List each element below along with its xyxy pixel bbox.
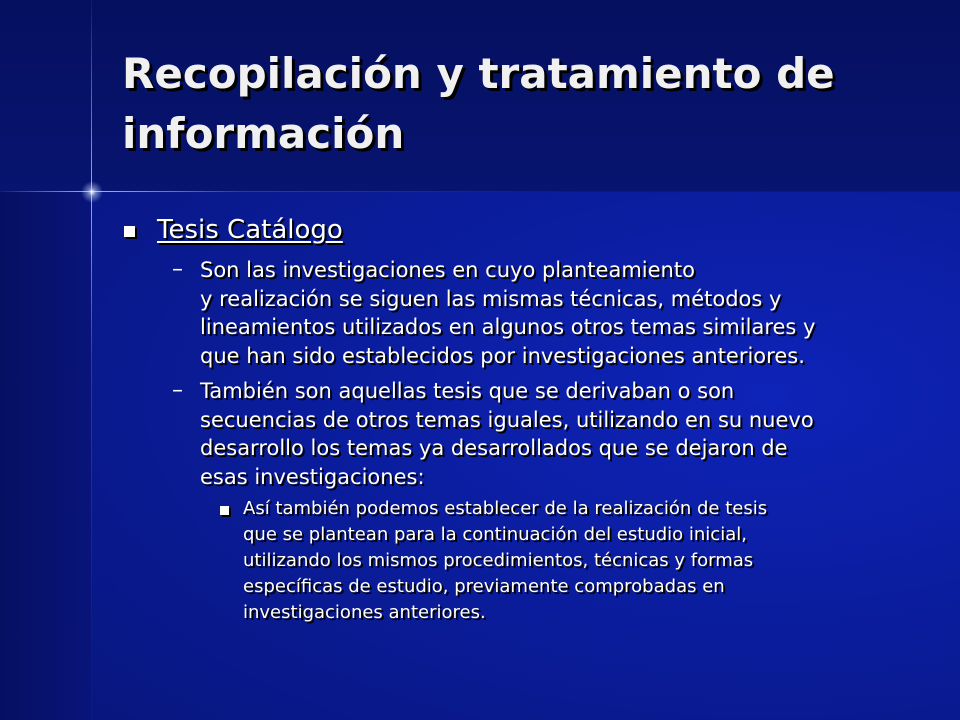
detail-text: Así también podemos establecer de la realización de tesis que se plantean para la continuación del estudio inicial, utilizando los mismos procedimientos, técnicas y formas específicas de estudio, previamente comprobadas en investigaciones anteriores.: [243, 498, 768, 623]
vertical-accent-line: [91, 0, 92, 720]
slide-title: Recopilación y tratamiento de información: [122, 49, 835, 158]
dash-bullet-icon: –: [172, 257, 183, 282]
subpoint-text: Son las investigaciones en cuyo planteamiento y realización se siguen las mismas técnicas, métodos y lineamientos utilizados en algunos otros temas similares y que han sido establecidos por investigaciones anteriores.: [200, 258, 816, 368]
left-band: [0, 192, 92, 720]
sparkle-icon: [81, 181, 103, 203]
square-bullet-icon: [124, 226, 135, 237]
dash-bullet-icon: –: [172, 378, 183, 403]
square-bullet-icon: [220, 506, 229, 515]
subpoint-text: También son aquellas tesis que se derivaban o son secuencias de otros temas iguales, utilizando en su nuevo desarrollo los temas ya desarrollados que se dejaron de esas investigaciones:: [200, 379, 814, 489]
topic-heading: Tesis Catálogo: [157, 215, 343, 245]
horizontal-accent-line: [0, 191, 960, 192]
